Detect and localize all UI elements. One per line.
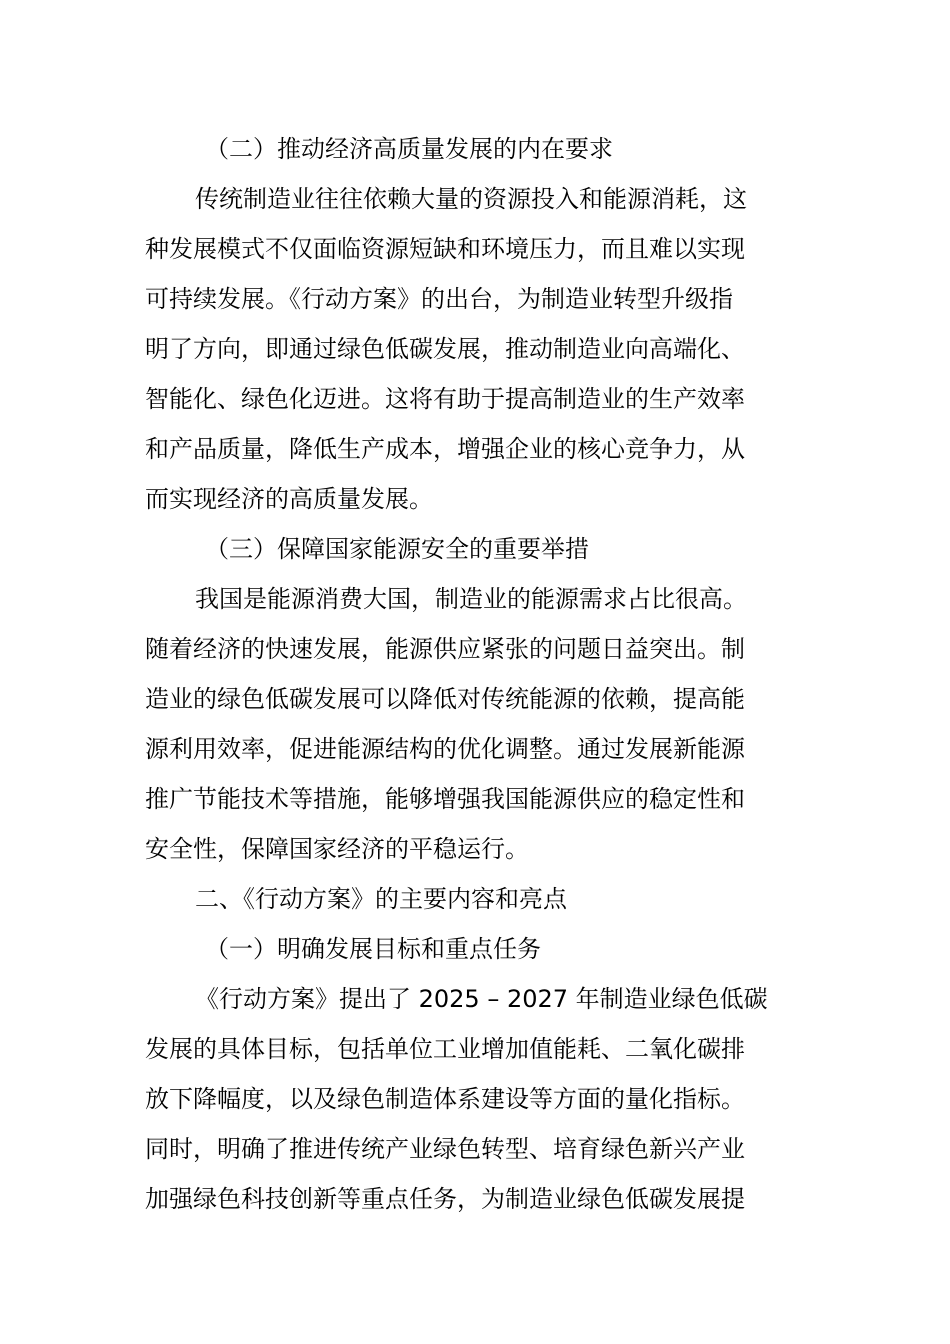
paragraph-line: 智能化、绿色化迈进。这将有助于提高制造业的生产效率 (145, 385, 745, 413)
document-body (145, 124, 807, 1224)
section-heading-1: （一）明确发展目标和重点任务 (205, 935, 541, 963)
section-heading-2: （二）推动经济高质量发展的内在要求 (205, 135, 613, 163)
paragraph-line: 而实现经济的高质量发展。 (145, 485, 433, 513)
paragraph-line: 明了方向，即通过绿色低碳发展，推动制造业向高端化、 (145, 335, 745, 363)
paragraph-line: 同时，明确了推进传统产业绿色转型、培育绿色新兴产业 (145, 1135, 745, 1163)
paragraph-line: 安全性，保障国家经济的平稳运行。 (145, 835, 529, 863)
chapter-heading: 二、《行动方案》的主要内容和亮点 (195, 885, 567, 913)
paragraph-line: 放下降幅度，以及绿色制造体系建设等方面的量化指标。 (145, 1085, 745, 1113)
paragraph-line: 源利用效率，促进能源结构的优化调整。通过发展新能源 (145, 735, 745, 763)
paragraph-line: 加强绿色科技创新等重点任务，为制造业绿色低碳发展提 (145, 1185, 745, 1213)
paragraph-line: 造业的绿色低碳发展可以降低对传统能源的依赖，提高能 (145, 685, 745, 713)
paragraph-line: 种发展模式不仅面临资源短缺和环境压力，而且难以实现 (145, 235, 745, 263)
section-heading-3: （三）保障国家能源安全的重要举措 (205, 535, 589, 563)
paragraph-line: 我国是能源消费大国，制造业的能源需求占比很高。 (195, 585, 747, 613)
paragraph-line: 可持续发展。《行动方案》的出台，为制造业转型升级指 (145, 285, 733, 313)
paragraph-line: 和产品质量，降低生产成本，增强企业的核心竞争力，从 (145, 435, 745, 463)
paragraph-line: 随着经济的快速发展，能源供应紧张的问题日益突出。制 (145, 635, 745, 663)
paragraph-line: 《行动方案》提出了 2025 – 2027 年制造业绿色低碳 (195, 985, 768, 1013)
paragraph-line: 发展的具体目标，包括单位工业增加值能耗、二氧化碳排 (145, 1035, 745, 1063)
paragraph-line: 推广节能技术等措施，能够增强我国能源供应的稳定性和 (145, 785, 745, 813)
paragraph-line: 传统制造业往往依赖大量的资源投入和能源消耗，这 (195, 185, 747, 213)
